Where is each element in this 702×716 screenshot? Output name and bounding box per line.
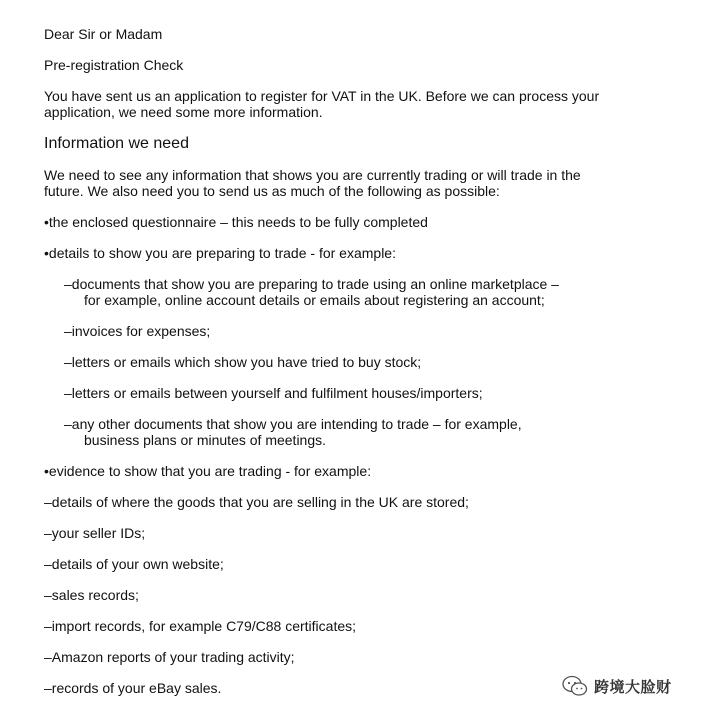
sub-item-line: –documents that show you are preparing to trade using an online marketplace – [64,276,559,292]
sub-item-line: –letters or emails between yourself and fulfilment houses/importers; [64,385,483,401]
bullet-evidence-of-trading: •evidence to show that you are trading - for example: [44,463,372,479]
sub-item-line: –any other documents that show you are intending to trade – for example, [64,416,522,432]
wechat-icon [562,675,588,697]
sub-item-continuation: for example, online account details or emails about registering an account; [84,292,545,308]
sub-item-line: –invoices for expenses; [64,323,211,339]
bullet-questionnaire: •the enclosed questionnaire – this needs to be fully completed [44,214,428,230]
evidence-item: –import records, for example C79/C88 certificates; [44,618,357,634]
evidence-item: –records of your eBay sales. [44,680,222,696]
intro-paragraph: You have sent us an application to register for VAT in the UK. Before we can process your application, we need some more information. [44,88,600,120]
subject-line: Pre-registration Check [44,57,184,73]
evidence-item: –Amazon reports of your trading activity; [44,649,295,665]
watermark [562,674,692,698]
sub-item-line: –letters or emails which show you have tried to buy stock; [64,354,422,370]
evidence-item: –sales records; [44,587,139,603]
sub-item [64,276,584,308]
section-heading: Information we need [44,135,189,152]
sub-item [64,323,584,339]
evidence-item: –details of your own website; [44,556,224,572]
sub-item [64,354,584,370]
watermark-text: 跨境大脸财 [594,677,672,696]
evidence-item: –your seller IDs; [44,525,146,541]
sub-item [64,385,584,401]
bullet-preparing-to-trade: •details to show you are preparing to trade - for example: [44,245,396,261]
greeting: Dear Sir or Madam [44,26,163,42]
evidence-item: –details of where the goods that you are selling in the UK are stored; [44,494,469,510]
sub-item-continuation: business plans or minutes of meetings. [84,432,327,448]
letter-body [44,26,604,711]
sub-item [64,416,584,448]
need-paragraph: We need to see any information that shows you are currently trading or will trade in the future. We also need you to send us as much of the following as possible: [44,167,581,199]
